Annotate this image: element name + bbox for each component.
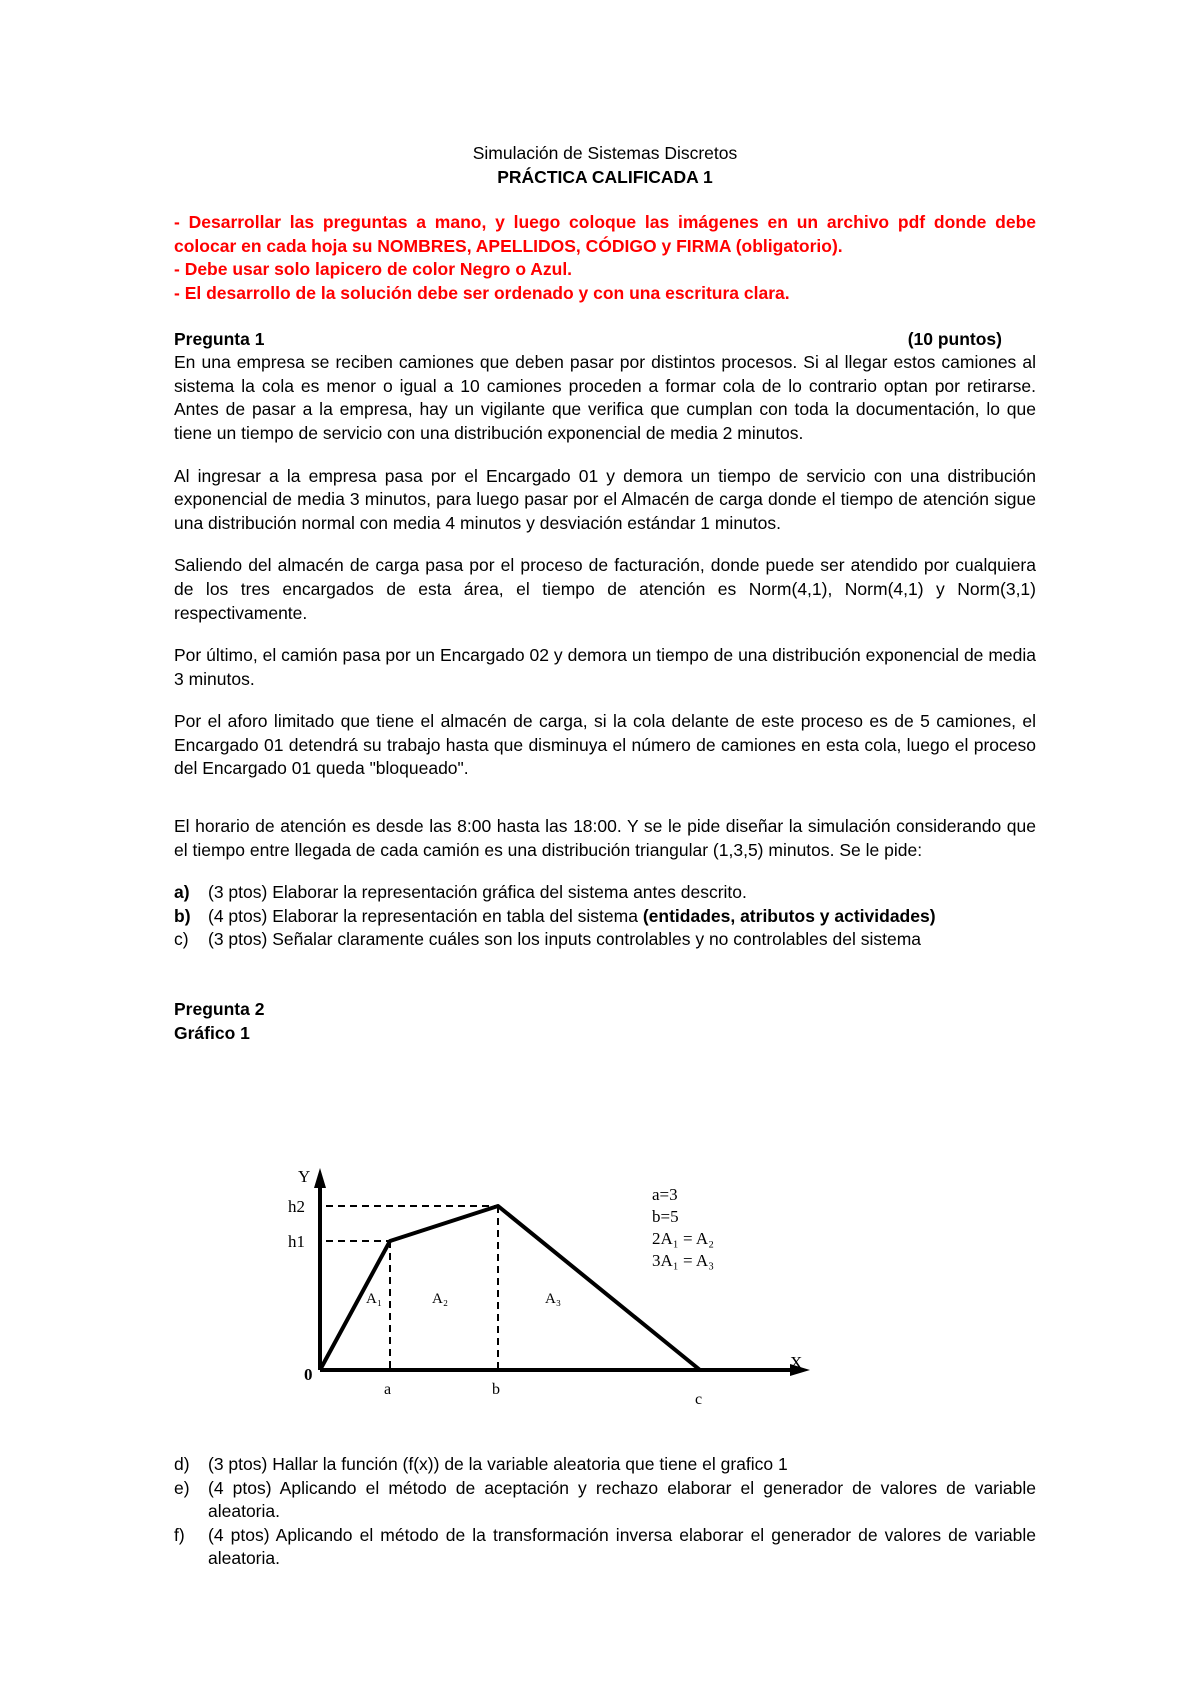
q1-paragraph-1: En una empresa se reciben camiones que deben pasar por distintos procesos. Si al llegar estos camiones al sistema la cola es menor o igual a 10 camiones proceden a formar cola de lo contrario optan por retirarse. Antes de pasar a la empresa, hay un vigilante que verifica que cumplan con toda la documentación, lo que tiene un tiempo de servicio con una distribución exponencial de media 2 minutos. [174, 352, 1036, 443]
q2-item-e [174, 1477, 1036, 1524]
q1-item-b [174, 905, 1036, 929]
y-axis-arrow [314, 1168, 326, 1188]
item-text: (3 ptos) Elaborar la representación gráfica del sistema antes descrito. [208, 882, 747, 903]
q1-item-a [174, 881, 1036, 905]
area-a1-label: A₁ [366, 1291, 383, 1307]
item-marker: e) [174, 1477, 190, 1498]
question-1-points: (10 puntos) [907, 328, 1002, 349]
figure-title: Gráfico 1 [174, 1022, 250, 1043]
document-title: Simulación de Sistemas Discretos [472, 143, 738, 163]
item-marker: b) [174, 905, 191, 926]
item-text-bold: (entidades, atributos y actividades) [642, 905, 936, 926]
item-marker: a) [174, 882, 190, 903]
origin-label: 0 [304, 1365, 313, 1384]
question-1-title: Pregunta 1 [174, 328, 265, 349]
q1-paragraph-4: Por último, el camión pasa por un Encargado 02 y demora un tiempo de una distribución exponencial de media 3 minutos. [174, 645, 1036, 689]
c-label: c [695, 1391, 703, 1408]
question-2-title: Pregunta 2 [174, 999, 265, 1020]
instruction-1: - Desarrollar las preguntas a mano, y luego coloque las imágenes en un archivo pdf donde debe colocar en cada hoja su NOMBRES, APELLIDOS, CÓDIGO y FIRMA (obligatorio). [174, 212, 1036, 256]
q1-paragraph-5: Por el aforo limitado que tiene el almacén de carga, si la cola delante de este proceso es de 5 camiones, el Encargado 01 detendrá su trabajo hasta que disminuya el número de camiones en esta cola, luego el proceso del Encargado 01 queda "bloqueado". [174, 711, 1036, 779]
question-1-header [174, 328, 1036, 352]
y-axis-label: Y [298, 1167, 311, 1186]
note-a: a=3 [652, 1185, 678, 1204]
document-subtitle: PRÁCTICA CALIFICADA 1 [497, 166, 713, 187]
figure-1 [270, 1158, 830, 1418]
b-label: b [492, 1381, 500, 1398]
h1-label: h1 [288, 1232, 305, 1251]
item-text: (3 ptos) Señalar claramente cuáles son los inputs controlables y no controlables del sistema [208, 929, 922, 950]
item-text [208, 905, 1036, 929]
h2-label: h2 [288, 1197, 305, 1216]
q2-item-d [174, 1453, 1036, 1477]
item-text: (4 ptos) Aplicando el método de la transformación inversa elaborar el generador de valores de variable aleatoria. [208, 1524, 1036, 1569]
x-axis-label: X [790, 1353, 803, 1372]
item-text: (4 ptos) Aplicando el método de aceptación y rechazo elaborar el generador de valores de variable aleatoria. [208, 1477, 1036, 1522]
q1-item-c [174, 928, 1036, 952]
density-diagram [270, 1158, 830, 1418]
item-marker: f) [174, 1524, 185, 1545]
density-curve [320, 1206, 700, 1370]
note-2a1: 2A₁ = A₂ [652, 1229, 715, 1248]
a-label: a [384, 1381, 392, 1398]
item-marker: c) [174, 929, 189, 950]
q1-paragraph-3: Saliendo del almacén de carga pasa por el proceso de facturación, donde puede ser atendido por cualquiera de los tres encargados de esta área, el tiempo de atención es Norm(4,1), Norm(4,1) y Norm(3,1) respectivamente. [174, 555, 1036, 623]
instruction-3: - El desarrollo de la solución debe ser ordenado y con una escritura clara. [174, 282, 790, 303]
area-a3-label: A₃ [545, 1291, 562, 1307]
item-text-part: (4 ptos) Elaborar la representación en tabla del sistema [208, 905, 643, 926]
area-a2-label: A₂ [432, 1291, 449, 1307]
note-3a1: 3A₁ = A₃ [652, 1251, 715, 1270]
q1-paragraph-2: Al ingresar a la empresa pasa por el Encargado 01 y demora un tiempo de servicio con una distribución exponencial de media 3 minutos, para luego pasar por el Almacén de carga donde el tiempo de atención sigue una distribución normal con media 4 minutos y desviación estándar 1 minutos. [174, 465, 1036, 533]
note-b: b=5 [652, 1207, 679, 1226]
document-body [174, 142, 1036, 1045]
instruction-2: - Debe usar solo lapicero de color Negro o Azul. [174, 259, 573, 280]
q1-paragraph-6: El horario de atención es desde las 8:00 hasta las 18:00. Y se le pide diseñar la simulación considerando que el tiempo entre llegada de cada camión es una distribución triangular (1,3,5) minutos. Se le pide: [174, 816, 1036, 860]
q2-item-f [174, 1524, 1036, 1571]
item-text: (3 ptos) Hallar la función (f(x)) de la variable aleatoria que tiene el grafico 1 [208, 1454, 788, 1474]
question-2-items [174, 1453, 1036, 1571]
item-marker: d) [174, 1454, 190, 1474]
